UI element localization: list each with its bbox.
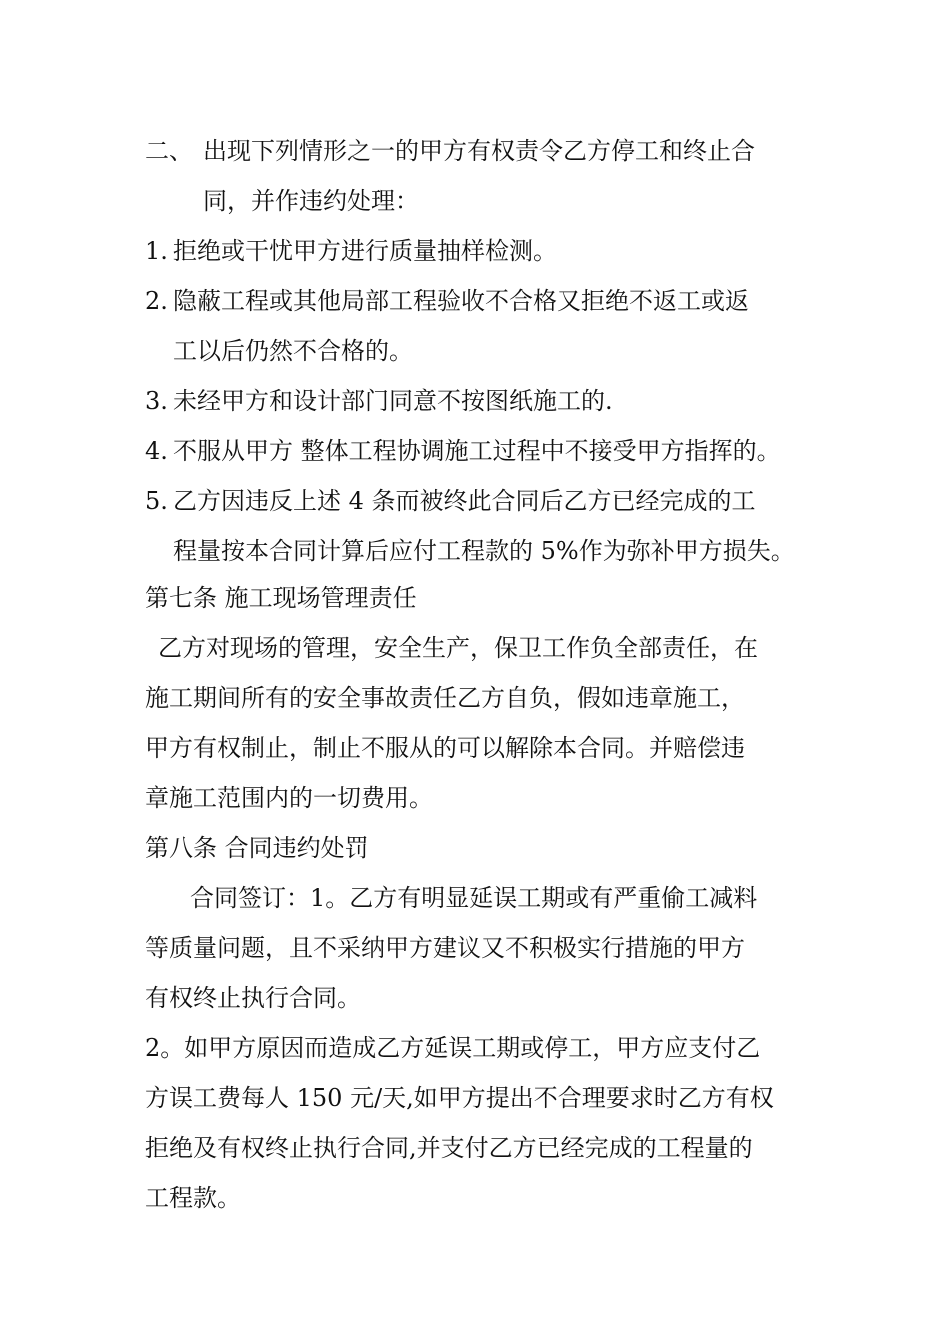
article-eight-para2-line-3: 拒绝及有权终止执行合同,并支付乙方已经完成的工程量的 [145,1134,753,1162]
list-item-5 [145,486,756,516]
list-item-number: 2. [145,287,168,315]
article-eight-para1-line-3: 有权终止执行合同。 [145,984,361,1012]
article-seven-heading: 第七条 施工现场管理责任 [145,584,417,612]
list-item-text: 未经甲方和设计部门同意不按图纸施工的. [173,387,613,415]
section-two-text-1: 出现下列情形之一的甲方有权责令乙方停工和终止合 [203,137,755,165]
list-item-number: 1. [145,237,168,265]
article-eight-heading: 第八条 合同违约处罚 [145,834,369,862]
list-item-number: 3. [145,387,168,415]
list-item-4 [145,436,781,466]
section-two-marker: 二、 [145,137,193,165]
list-item-1 [145,236,557,266]
article-eight-para1-line-2: 等质量问题，且不采纳甲方建议又不积极实行措施的甲方 [145,934,745,962]
list-item-text: 隐蔽工程或其他局部工程验收不合格又拒绝不返工或返 [173,287,749,315]
list-item-number: 4. [145,437,168,465]
list-item-text: 乙方因违反上述 4 条而被终此合同后乙方已经完成的工 [173,487,756,515]
article-eight-para2-line-1: 2。如甲方原因而造成乙方延误工期或停工，甲方应支付乙 [145,1034,761,1062]
article-eight-para2-line-2: 方误工费每人 150 元/天,如甲方提出不合理要求时乙方有权 [145,1084,774,1112]
article-seven-line-1: 乙方对现场的管理，安全生产，保卫工作负全部责任，在 [158,634,758,662]
article-seven-line-4: 章施工范围内的一切费用。 [145,784,433,812]
list-item-2 [145,286,749,316]
list-item-number: 5. [145,487,168,515]
list-item-text: 不服从甲方 整体工程协调施工过程中不接受甲方指挥的。 [173,437,781,465]
list-item-2-continuation: 工以后仍然不合格的。 [173,337,413,365]
article-seven-line-3: 甲方有权制止，制止不服从的可以解除本合同。并赔偿违 [145,734,745,762]
list-item-5-continuation: 程量按本合同计算后应付工程款的 5%作为弥补甲方损失。 [173,537,795,565]
list-item-text: 拒绝或干忧甲方进行质量抽样检测。 [173,237,557,265]
section-two-line-1 [145,136,755,166]
article-eight-para1-line-1: 合同签订：1。乙方有明显延误工期或有严重偷工减料 [190,884,758,912]
section-two-line-2: 同，并作违约处理： [203,187,419,215]
article-eight-para2-line-4: 工程款。 [145,1184,241,1212]
list-item-3 [145,386,613,416]
article-seven-line-2: 施工期间所有的安全事故责任乙方自负，假如违章施工， [145,684,745,712]
